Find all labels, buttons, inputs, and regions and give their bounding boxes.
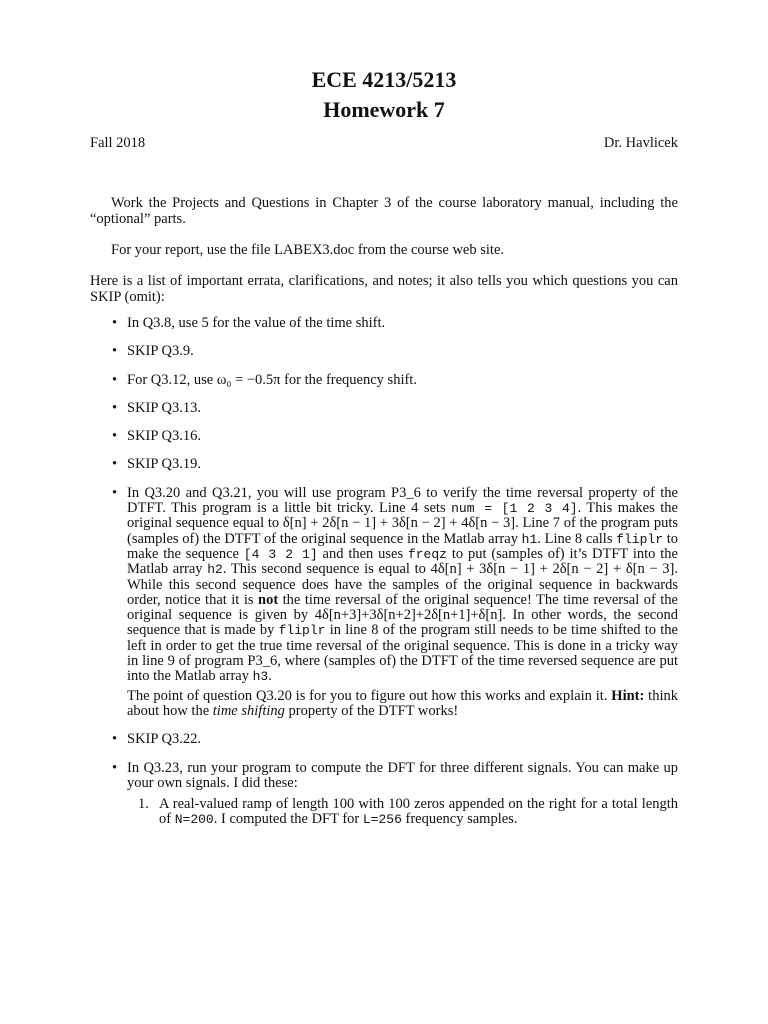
course-title: ECE 4213/5213: [311, 67, 457, 92]
bullet-icon: •: [112, 343, 118, 360]
code-snippet: num = [1 2 3 4]: [451, 501, 578, 517]
list-item-time-reversal: [90, 486, 678, 719]
list-item: • SKIP Q3.19.: [112, 456, 201, 473]
list-item: • For Q3.12, use ω₀ = −0.5π for the frequency shift.: [112, 371, 417, 388]
bullet-icon: •: [112, 371, 118, 388]
bullet-icon: •: [112, 315, 118, 331]
list-item-dft: • In Q3.23, run your program to compute the DFT for three different signals. You can make up your own signals. I did these: 1. A real-valued ramp of length 100 with 100 zeros appended on the right for a total length of N=200. I computed the DFT for L=256 frequency samples.: [112, 759, 678, 828]
assignment-title: Homework 7: [323, 97, 445, 122]
code-snippet: h3: [252, 669, 269, 685]
list-item: • SKIP Q3.22.: [112, 731, 201, 748]
hint-paragraph: The point of question Q3.20 is for you to figure out how this works and explain it. Hint: think about how the time shifting property of the DTFT works!: [127, 687, 678, 719]
bullet-icon: •: [112, 731, 118, 748]
bullet-icon: •: [112, 484, 118, 501]
intro-paragraph-1: Work the Projects and Questions in Chapter 3 of the course laboratory manual, including the “optional” parts.: [90, 195, 678, 227]
hint-label: Hint:: [611, 687, 645, 704]
list-item: • SKIP Q3.9.: [112, 343, 194, 360]
notes-list: [90, 316, 678, 828]
bullet-icon: •: [112, 428, 118, 445]
intro-paragraph-2: For your report, use the file LABEX3.doc from the course web site.: [111, 242, 505, 258]
instructor-label: Dr. Havlicek: [603, 135, 678, 151]
list-item: • SKIP Q3.16.: [112, 428, 201, 445]
emphasis-not: not: [258, 591, 279, 608]
semester-label: Fall 2018: [90, 135, 146, 151]
code-snippet: fliplr: [616, 531, 663, 547]
time-reversal-paragraph: In Q3.20 and Q3.21, you will use program P3_6 to verify the time reversal property of the DTFT. This program is a little bit tricky. Line 4 sets num = [1 2 3 4]. This makes the original sequence equal to δ[n] + 2δ[n − 1] + 3δ[n − 2] + 4δ[n − 3]. Line 7 of the program puts (samples of) the DTFT of the original sequence in the Matlab array h1. Line 8 calls fliplr to make the sequence [4 3 2 1] and then uses freqz to put (samples of) it’s DTFT into the Matlab array h2. This second sequence is equal to 4δ[n] + 3δ[n − 1] + 2δ[n − 2] + δ[n − 3]. While this second sequence does have the samples of the original sequence in backwards order, notice that it is not the time reversal of the original sequence! The time reversal of the original sequence is given by 4δ[n+3]+3δ[n+2]+2δ[n+1]+δ[n]. In other words, the second sequence that is made by fliplr in line 8 of the program still needs to be time shifted to the left in order to get the true time reversal of the original sequence. This is done in a tricky way in line 9 of program P3_6, where (samples of) the DTFT of the time reversed sequence are put into the Matlab array h3.: [127, 484, 678, 685]
signal-list: [127, 797, 678, 828]
code-snippet: [4 3 2 1]: [243, 546, 318, 562]
code-snippet: L=256: [362, 812, 402, 828]
time-shifting-emphasis: time shifting: [212, 702, 285, 719]
code-snippet: h1: [521, 531, 538, 547]
bullet-icon: •: [112, 399, 118, 416]
code-snippet: freqz: [407, 546, 447, 562]
item-number: 1.: [138, 796, 149, 813]
signal-item: 1. A real-valued ramp of length 100 with 100 zeros appended on the right for a total length of N=200. I computed the DFT for L=256 frequency samples.: [138, 796, 678, 828]
bullet-icon: •: [112, 456, 118, 473]
bullet-icon: •: [112, 759, 118, 776]
code-snippet: fliplr: [278, 623, 326, 639]
list-item: • In Q3.8, use 5 for the value of the time shift.: [112, 315, 386, 331]
code-snippet: h2: [207, 562, 223, 578]
intro-paragraph-3: Here is a list of important errata, clarifications, and notes; it also tells you which questions you can SKIP (omit):: [90, 273, 678, 305]
list-item: • SKIP Q3.13.: [112, 399, 201, 416]
code-snippet: N=200: [174, 812, 214, 828]
